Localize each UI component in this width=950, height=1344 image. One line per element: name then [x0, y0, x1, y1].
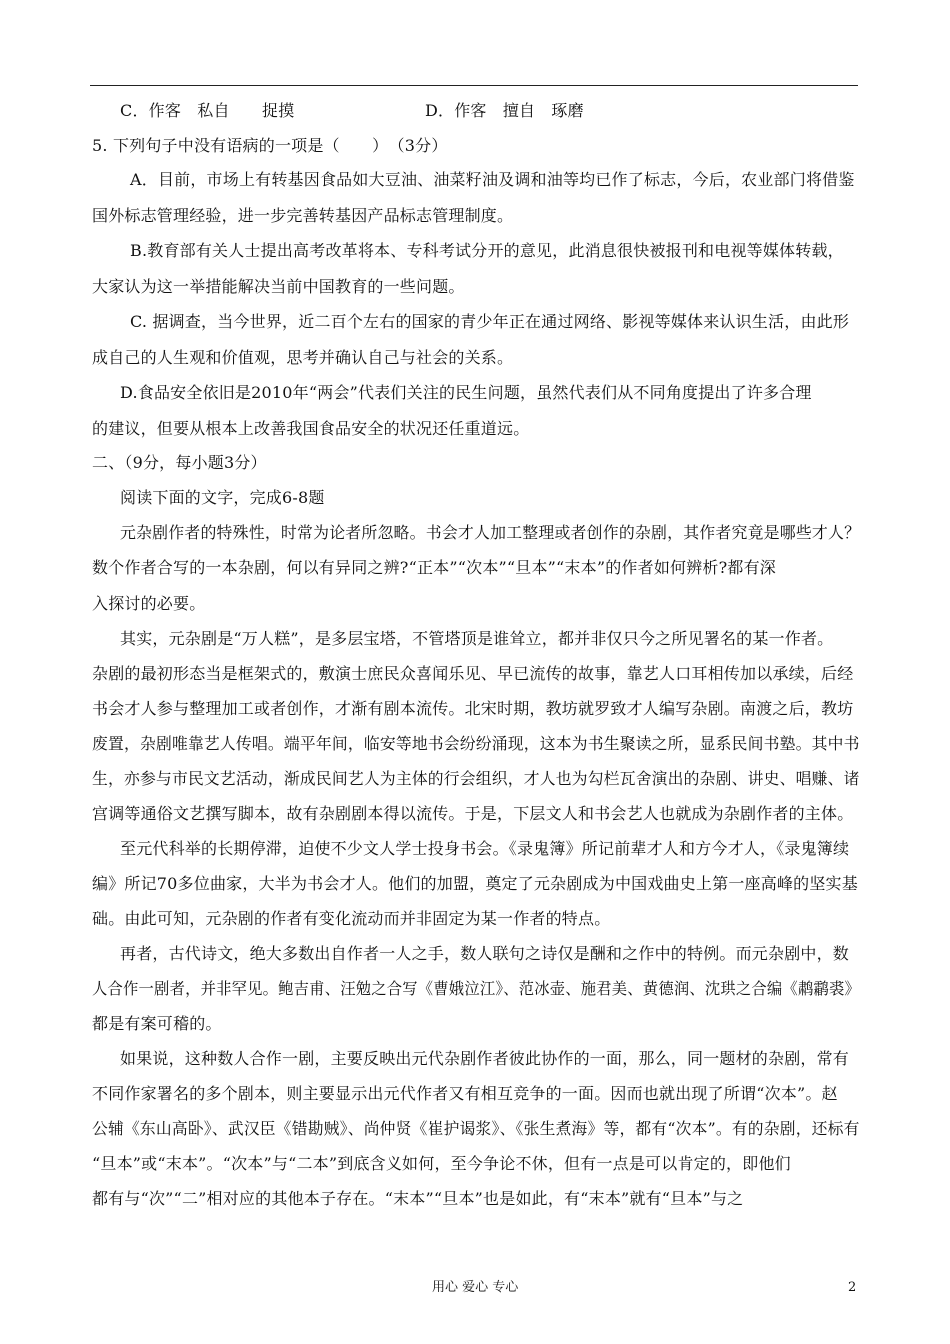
passage-line: 书会才人参与整理加工或者创作，才渐有剧本流传。北宋时期，教坊就罗致才人编写杂剧。南渡之后，教坊: [92, 699, 854, 718]
passage-line: 都有与“次”“二”相对应的其他本子存在。“末本”“旦本”也是如此，有“末本”就有“旦本”与之: [92, 1189, 744, 1208]
section-2-heading: 二、（9分，每小题3分）: [92, 453, 267, 472]
passage-line: 其实，元杂剧是“万人糕”，是多层宝塔，不管塔顶是谁耸立，都并非仅只今之所见署名的某一作者。: [120, 629, 834, 648]
q5-option-a-line1: A．目前，市场上有转基因食品如大豆油、油菜籽油及调和油等均已作了标志，今后，农业部门将借鉴: [130, 170, 855, 189]
section-2-instruction: 阅读下面的文字，完成6-8题: [120, 488, 325, 507]
passage-line: “旦本”或“末本”。“次本”与“二本”到底含义如何，至今争论不休，但有一点是可以肯定的，即他们: [92, 1154, 791, 1173]
passage-line: 都是有案可稽的。: [92, 1014, 222, 1033]
passage-line: 公辅《东山高卧》、武汉臣《错勘贼》、尚仲贤《崔护谒浆》、《张生煮海》等，都有“次本”。有的杂剧，还标有: [92, 1119, 860, 1138]
passage-line: 杂剧的最初形态当是框架式的，敷演士庶民众喜闻乐见、早已流传的故事，靠艺人口耳相传加以承续，后经: [92, 664, 854, 683]
option-d: D．作客 擅自 琢磨: [425, 101, 584, 120]
passage-line: 人合作一剧者，并非罕见。鲍吉甫、汪勉之合写《曹娥泣江》、范冰壶、施君美、黄德润、沈珙之合编《鹔鹴裘》: [92, 979, 861, 998]
page-number: 2: [848, 1280, 857, 1295]
passage-line: 不同作家署名的多个剧本，则主要显示出元代作者又有相互竞争的一面。因而也就出现了所谓“次本”。赵: [92, 1084, 838, 1103]
q5-option-d-line1: D.食品安全依旧是2010年“两会”代表们关注的民生问题，虽然代表们从不同角度提出了许多合理: [120, 383, 812, 402]
q5-option-c-line1: C. 据调查，当今世界，近二百个左右的国家的青少年正在通过网络、影视等媒体来认识生活，由此形: [130, 312, 850, 331]
q5-option-a-line2: 国外标志管理经验，进一步完善转基因产品标志管理制度。: [92, 206, 514, 225]
passage-line: 再者，古代诗文，绝大多数出自作者一人之手，数人联句之诗仅是酬和之作中的特例。而元杂剧中，数: [120, 944, 850, 963]
passage-line: 数个作者合写的一本杂剧，何以有异同之辨?“正本”“次本”“旦本”“末本”的作者如何辨析?都有深: [92, 558, 776, 577]
passage-line: 元杂剧作者的特殊性，时常为论者所忽略。书会才人加工整理或者创作的杂剧，其作者究竟是哪些才人？: [120, 523, 861, 542]
q5-option-b-line2: 大家认为这一举措能解决当前中国教育的一些问题。: [92, 277, 465, 296]
option-c: C．作客 私自 捉摸: [120, 101, 295, 120]
passage-line: 如果说，这种数人合作一剧，主要反映出元代杂剧作者彼此协作的一面，那么，同一题材的杂剧，常有: [120, 1049, 850, 1068]
q5-option-c-line2: 成自己的人生观和价值观，思考并确认自己与社会的关系。: [92, 348, 514, 367]
passage-line: 编》所记70多位曲家，大半为书会才人。他们的加盟，奠定了元杂剧成为中国戏曲史上第一座高峰的坚实基: [92, 874, 858, 893]
passage-line: 入探讨的必要。: [92, 594, 206, 613]
passage-line: 废置，杂剧唯靠艺人传唱。端平年间，临安等地书会纷纷涌现，这本为书生聚读之所，显系民间书塾。其中书: [92, 734, 860, 753]
q5-option-d-line2: 的建议，但要从根本上改善我国食品安全的状况还任重道远。: [92, 419, 530, 438]
passage-line: 宫调等通俗文艺撰写脚本，故有杂剧剧本得以流传。于是，下层文人和书会艺人也就成为杂剧作者的主体。: [92, 804, 854, 823]
header-rule: [90, 85, 858, 86]
passage-line: 生，亦参与市民文艺活动，渐成民间艺人为主体的行会组织，才人也为勾栏瓦舍演出的杂剧、讲史、唱赚、诸: [92, 769, 860, 788]
passage-line: 至元代科举的长期停滞，迫使不少文人学士投身书会。《录鬼簿》所记前辈才人和方今才人，《录鬼簿续: [120, 839, 850, 858]
passage-line: 础。由此可知，元杂剧的作者有变化流动而并非固定为某一作者的特点。: [92, 909, 611, 928]
question-5-stem: 5. 下列句子中没有语病的一项是（ ） （3分）: [92, 136, 448, 155]
footer-motto: 用心 爱心 专心: [432, 1280, 519, 1295]
q5-option-b-line1: B.教育部有关人士提出高考改革将本、专科考试分开的意见，此消息很快被报刊和电视等媒体转载，: [130, 241, 844, 260]
